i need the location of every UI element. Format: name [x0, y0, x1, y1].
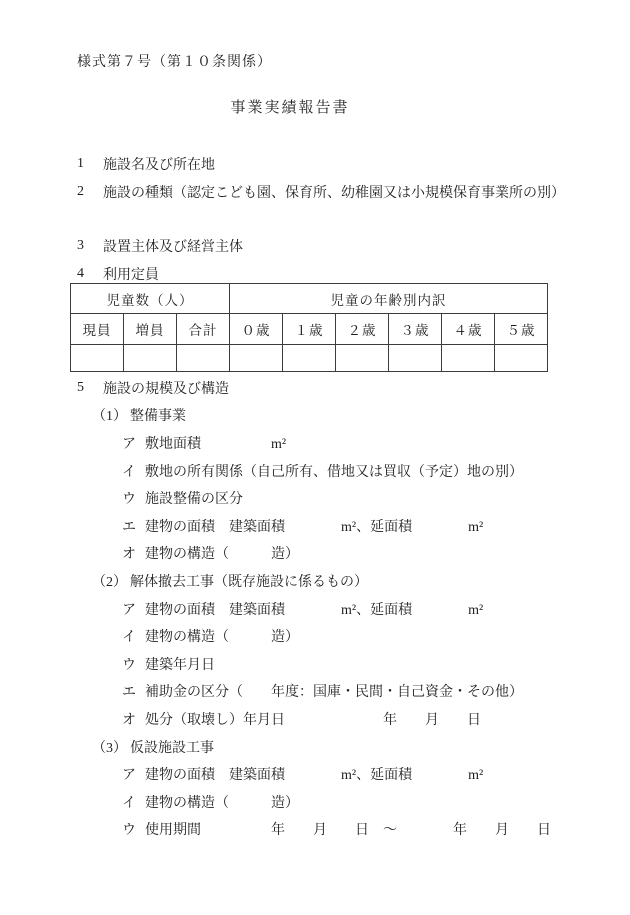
kana-marker: ア — [122, 602, 136, 618]
entry-cell — [495, 345, 548, 372]
list-item — [0, 650, 630, 678]
entry-cell — [283, 345, 336, 372]
list-item-text: 建物の構造（ 造） — [145, 547, 299, 563]
kana-marker: ア — [122, 436, 136, 452]
list-item-text: 建物の面積 建築面積 m²、延面積 m² — [145, 519, 484, 535]
kana-marker: イ — [122, 630, 136, 646]
item-label: 利用定員 — [103, 268, 159, 283]
item-label: 施設名及び所在地 — [103, 158, 215, 173]
item-number: 3 — [77, 238, 84, 253]
entry-cell — [442, 345, 495, 372]
list-item — [0, 429, 630, 457]
item-operator — [0, 232, 630, 260]
list-item-text: 建物の構造（ 造） — [145, 630, 299, 646]
list-item-text: 補助金の区分（ 年度：国庫・民間・自己資金・その他） — [145, 685, 523, 701]
list-item-text: 敷地の所有関係（自己所有、借地又は買収（予定）地の別） — [145, 464, 523, 480]
col-header-age4: ４歳 — [442, 314, 495, 345]
item-label: 施設の規模及び構造 — [103, 381, 229, 397]
list-item — [0, 788, 630, 816]
kana-marker: エ — [122, 685, 136, 701]
capacity-table-wrapper — [70, 283, 548, 372]
entry-cell — [177, 345, 230, 372]
form-number: 様式第７号（第１０条関係） — [77, 55, 272, 70]
kana-marker: ア — [122, 768, 136, 784]
kana-marker: イ — [122, 464, 136, 480]
col-header-total: 合計 — [177, 314, 230, 345]
list-item-text: 施設整備の区分 — [145, 492, 243, 508]
subsection-demolition-work — [0, 567, 630, 595]
list-item — [0, 595, 630, 623]
entry-cell — [389, 345, 442, 372]
list-item-text: 建築年月日 — [145, 657, 215, 673]
list-item — [0, 678, 630, 706]
list-item — [0, 622, 630, 650]
group-header-children-count: 児童数（人） — [71, 284, 230, 314]
subsection-label: 仮設施設工事 — [130, 740, 214, 756]
table-row — [71, 345, 548, 372]
col-header-age5: ５歳 — [495, 314, 548, 345]
subsection-number: （2） — [92, 574, 127, 590]
kana-marker: オ — [122, 712, 136, 728]
section-scale-structure — [0, 374, 630, 843]
item-facility-type — [0, 178, 630, 206]
col-header-age0: ０歳 — [230, 314, 283, 345]
kana-marker: イ — [122, 795, 136, 811]
subsection-label: 整備事業 — [130, 409, 186, 425]
kana-marker: オ — [122, 547, 136, 563]
item-facility-name — [0, 150, 630, 178]
list-item — [0, 540, 630, 568]
item-number: 5 — [77, 379, 84, 395]
item-label: 施設の種類（認定こども園、保育所、幼稚園又は小規模保育事業所の別） — [103, 186, 565, 201]
subsection-temporary-facility-work — [0, 733, 630, 761]
item-scale-structure — [0, 374, 630, 402]
items-block-upper — [0, 150, 630, 206]
kana-marker: エ — [122, 519, 136, 535]
col-header-increase: 増員 — [124, 314, 177, 345]
list-item — [0, 457, 630, 485]
col-header-age1: １歳 — [283, 314, 336, 345]
group-header-age-breakdown: 児童の年齢別内訳 — [230, 284, 548, 314]
entry-cell — [336, 345, 389, 372]
item-number: 4 — [77, 266, 84, 281]
subsection-label: 解体撤去工事（既存施設に係るもの） — [130, 574, 368, 590]
list-item-text: 敷地面積 m² — [145, 436, 287, 452]
capacity-table — [70, 283, 548, 372]
col-header-current: 現員 — [71, 314, 124, 345]
page-title: 事業実績報告書 — [230, 100, 350, 116]
kana-marker: ウ — [122, 492, 136, 508]
list-item-text: 使用期間 年 月 日 ～ 年 月 日 — [145, 823, 551, 839]
entry-cell — [71, 345, 124, 372]
list-item-text: 処分（取壊し）年月日 年 月 日 — [145, 712, 481, 728]
entry-cell — [230, 345, 283, 372]
subsection-development-project — [0, 402, 630, 430]
list-item — [0, 760, 630, 788]
item-number: 2 — [77, 184, 84, 199]
item-number: 1 — [77, 156, 84, 171]
list-item-text: 建物の構造（ 造） — [145, 795, 299, 811]
list-item — [0, 512, 630, 540]
list-item — [0, 816, 630, 844]
items-block-lower — [0, 232, 630, 288]
list-item-text: 建物の面積 建築面積 m²、延面積 m² — [145, 602, 484, 618]
kana-marker: ウ — [122, 823, 136, 839]
col-header-age3: ３歳 — [389, 314, 442, 345]
list-item-text: 建物の面積 建築面積 m²、延面積 m² — [145, 768, 484, 784]
subsection-number: （1） — [92, 409, 127, 425]
kana-marker: ウ — [122, 657, 136, 673]
col-header-age2: ２歳 — [336, 314, 389, 345]
entry-cell — [124, 345, 177, 372]
subsection-number: （3） — [92, 740, 127, 756]
item-label: 設置主体及び経営主体 — [103, 240, 243, 255]
list-item — [0, 484, 630, 512]
list-item — [0, 705, 630, 733]
